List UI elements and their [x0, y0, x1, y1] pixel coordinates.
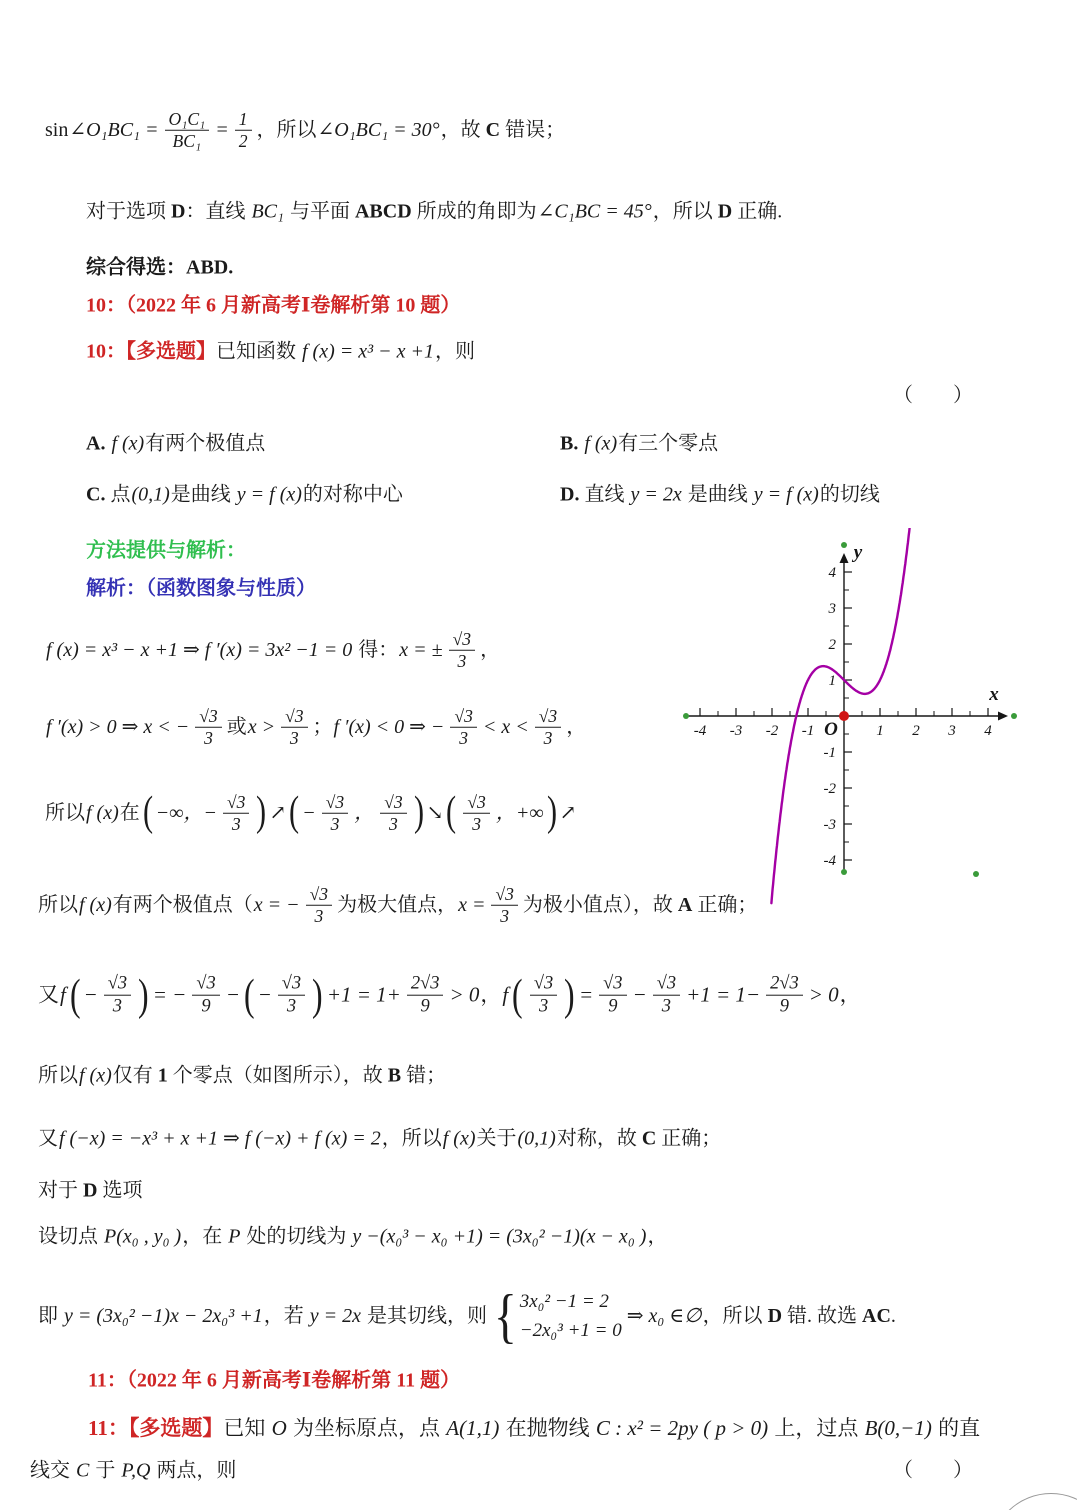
text-run: f (x) — [584, 432, 618, 455]
fraction-denominator: 3 — [112, 995, 122, 1016]
y-tick-label: 3 — [828, 601, 836, 617]
fraction-denominator: BC₁ — [172, 130, 202, 151]
text-run: 的切线 — [819, 483, 880, 506]
text-run: D — [83, 1179, 98, 1202]
text-run: 错. 故选 — [782, 1304, 863, 1327]
line-zero-conclusion — [38, 1064, 446, 1089]
fraction — [223, 792, 249, 835]
text-run: 即 — [38, 1304, 63, 1327]
axis-endpoint-dot — [841, 869, 847, 875]
x-tick-label: 1 — [876, 723, 884, 739]
text-run: C : x² = 2py ( p > 0) — [595, 1415, 769, 1440]
parenthesized-group — [287, 789, 425, 836]
function-graph — [672, 528, 1022, 906]
text-run: 线交 — [30, 1459, 75, 1482]
text-run: 解析：（函数图象与性质） — [86, 577, 316, 600]
text-run: 是其切线，则 — [361, 1304, 487, 1327]
system-equation: −2x₀³ +1 = 0 — [519, 1319, 622, 1341]
text-run: ，所以 — [381, 1127, 442, 1150]
text-run: 综合得选： — [86, 256, 186, 279]
text-run: 是曲线 — [170, 483, 236, 506]
fraction-numerator: √3 — [281, 706, 307, 728]
text-run: A(1,1) — [446, 1415, 500, 1440]
text-run: = — [578, 982, 594, 1007]
fraction — [463, 792, 489, 835]
text-run: 正确； — [692, 893, 758, 916]
text-run: D. — [560, 483, 585, 506]
text-run: 1 — [157, 1064, 168, 1087]
text-run: x > — [247, 715, 276, 738]
text-run: A — [677, 893, 693, 916]
text-run: 是曲线 — [682, 483, 753, 506]
text-run: B — [387, 1064, 402, 1087]
x-tick-label: 4 — [984, 723, 992, 739]
line-q11-source — [88, 1369, 460, 1394]
text-run: BC₁ — [251, 200, 284, 223]
fraction-numerator: √3 — [306, 884, 332, 906]
text-run: B. — [560, 432, 584, 455]
left-paren: ( — [512, 970, 523, 1020]
fraction — [599, 973, 626, 1018]
text-run: f ′(x) > 0 ⇒ x < − — [46, 715, 190, 738]
fraction — [407, 973, 444, 1018]
x-axis-label: x — [989, 684, 999, 705]
axis-endpoint-dot — [841, 542, 847, 548]
text-run: −∞，− — [155, 801, 218, 824]
text-run: 两点，则 — [151, 1459, 237, 1482]
text-run: > 0 — [449, 982, 480, 1007]
x-tick-label: 3 — [948, 723, 956, 739]
fraction-denominator: 3 — [289, 727, 299, 748]
x-axis-arrowhead — [998, 712, 1008, 721]
x-tick-label: -3 — [729, 723, 743, 739]
y-axis-label: y — [853, 542, 863, 563]
fraction-denominator: 3 — [472, 813, 482, 834]
y-tick-label: -1 — [823, 745, 836, 761]
left-paren: ( — [243, 970, 255, 1020]
text-run: − — [257, 982, 272, 1007]
text-run: AC — [862, 1304, 891, 1327]
fraction-denominator: 9 — [420, 995, 430, 1016]
text-run: 已知 — [223, 1415, 271, 1440]
text-run: − — [632, 982, 647, 1007]
system-rows — [520, 1290, 622, 1343]
text-run: y = (3x₀² −1)x − 2x₀³ +1 — [64, 1304, 263, 1327]
text-run: 在抛物线 — [500, 1415, 595, 1440]
text-run: A. — [86, 432, 111, 455]
text-run: 又 — [38, 982, 59, 1007]
line-monotonic-intervals — [45, 789, 577, 836]
text-run: ，则 — [435, 340, 475, 363]
text-run: 有三个零点 — [618, 432, 719, 455]
fraction-denominator: 3 — [330, 813, 340, 834]
text-run: f (x) = x³ − x +1 — [302, 340, 434, 363]
fraction-denominator: 3 — [457, 650, 467, 671]
parenthesized-group — [68, 970, 151, 1020]
text-run: sin — [45, 118, 69, 141]
equation-system — [491, 1283, 622, 1349]
fraction — [281, 706, 307, 749]
text-run: < x < — [482, 715, 529, 738]
y-tick-label: 1 — [828, 673, 836, 689]
left-paren: ( — [289, 789, 300, 836]
text-run: 在 — [119, 801, 140, 824]
fraction-numerator: √3 — [195, 706, 221, 728]
fraction-denominator: 3 — [459, 727, 469, 748]
text-run: 有两个极值点（ — [112, 893, 253, 916]
line-monotonic-conditions — [45, 706, 586, 749]
text-run: 的对称中心 — [302, 483, 403, 506]
text-run: (0,1) — [131, 483, 170, 506]
text-run: ↗ — [269, 801, 287, 824]
fraction-numerator: 2√3 — [766, 973, 803, 996]
text-run: x = − — [253, 893, 300, 916]
text-run: C — [76, 1459, 90, 1482]
text-run: O — [271, 1415, 287, 1440]
fraction-numerator: √3 — [535, 706, 561, 728]
origin-dot — [839, 711, 849, 721]
text-run: 对于 — [38, 1179, 83, 1202]
fraction — [306, 884, 332, 927]
right-paren: ) — [256, 789, 267, 836]
text-run: 设切点 — [38, 1225, 103, 1248]
text-run: 错； — [401, 1064, 447, 1087]
text-run: ， — [480, 982, 502, 1007]
text-run: ，所以 — [256, 118, 317, 141]
text-run: > 0 — [808, 982, 839, 1007]
text-run: 个零点（如图所示），故 — [167, 1064, 388, 1087]
text-run: ∠O₁BC₁ = 30° — [317, 118, 440, 141]
text-run: ⇒ x₀ ∈∅ — [626, 1304, 702, 1327]
line-derivative — [45, 629, 500, 672]
text-run: 所成的角即为 — [411, 200, 537, 223]
fraction — [195, 706, 221, 749]
fraction-numerator: √3 — [223, 792, 249, 814]
text-run: 所以 — [45, 801, 85, 824]
text-run: +1 = 1− — [686, 982, 761, 1007]
line-method-header — [86, 539, 246, 564]
text-run: 11：（2022 年 6 月新高考Ⅰ卷解析第 11 题） — [88, 1369, 461, 1392]
line-option-d-analysis — [86, 200, 782, 225]
text-run: +1 = 1+ — [326, 982, 401, 1007]
text-run: f (x) — [111, 432, 145, 455]
fraction-numerator: √3 — [192, 973, 219, 996]
text-run: 关于 — [476, 1127, 517, 1150]
right-paren: ) — [546, 789, 557, 836]
line-extremum-conclusion — [38, 884, 757, 927]
parenthesized-group — [141, 789, 269, 836]
fraction — [766, 973, 803, 1018]
y-tick-label: -3 — [823, 817, 836, 833]
left-paren: ( — [142, 789, 153, 836]
fraction — [235, 109, 252, 152]
line-q11-stem — [88, 1415, 980, 1441]
fraction — [192, 973, 219, 1018]
fraction — [278, 973, 305, 1018]
text-run: 为极小值点），故 — [522, 893, 678, 916]
text-run: ↗ — [559, 801, 577, 824]
right-paren: ) — [564, 970, 575, 1020]
text-run: ，在 — [182, 1225, 228, 1248]
text-run: 仅有 — [112, 1064, 158, 1087]
line-analysis-header — [86, 577, 316, 602]
text-run: ，所以 — [702, 1304, 768, 1327]
text-run: P,Q — [121, 1459, 151, 1482]
text-run: − — [83, 982, 98, 1007]
fraction-denominator: 3 — [500, 905, 510, 926]
line-extremum-values — [38, 970, 861, 1020]
fraction — [165, 109, 210, 152]
text-run: C — [485, 118, 501, 141]
text-run: ， — [839, 982, 861, 1007]
text-run: 直线 — [584, 483, 630, 506]
text-run: y = 2x — [309, 1304, 361, 1327]
option-c — [86, 483, 403, 508]
fraction-denominator: 3 — [543, 727, 553, 748]
text-run: ，所以 — [652, 200, 718, 223]
text-run: 上，过点 — [769, 1415, 864, 1440]
text-run: D — [171, 200, 186, 223]
fraction-denominator: 3 — [538, 995, 549, 1016]
text-run: 11：【多选题】 — [88, 1415, 224, 1440]
text-run: 为坐标原点，点 — [287, 1415, 446, 1440]
fraction-denominator: 3 — [389, 813, 398, 834]
line-sin-angle-formula — [45, 109, 565, 152]
right-paren: ) — [413, 789, 424, 836]
text-run: y = f (x) — [236, 483, 302, 506]
y-tick-label: -2 — [823, 781, 836, 797]
text-run: f (x) = x³ − x +1 ⇒ f ′(x) = 3x² −1 = 0 — [46, 638, 353, 661]
text-run: y −(x₀³ − x₀ +1) = (3x₀² −1)(x − x₀ ) — [352, 1225, 647, 1248]
line-tangent-system — [38, 1283, 896, 1349]
axis-endpoint-dot — [683, 713, 689, 719]
right-paren: ) — [138, 970, 149, 1020]
fraction-numerator: √3 — [491, 884, 517, 906]
text-run: 得： — [353, 638, 399, 661]
q11-answer-brackets — [893, 1459, 973, 1484]
text-run: 错误； — [500, 118, 566, 141]
fraction — [535, 706, 561, 749]
text-run: ↘ — [426, 801, 444, 824]
text-run: 所以 — [38, 893, 78, 916]
text-run: f (x) — [79, 893, 112, 916]
fraction-numerator: 2√3 — [407, 973, 444, 996]
fraction-numerator: O₁C₁ — [165, 109, 210, 131]
fraction-denominator: 3 — [204, 727, 213, 748]
text-run: 于 — [90, 1459, 121, 1482]
option-d — [560, 483, 880, 508]
fraction — [450, 706, 476, 749]
fraction — [530, 973, 557, 1018]
fraction — [380, 792, 406, 835]
text-run: P(x₀ , y₀ ) — [104, 1225, 182, 1248]
text-run: f (x) — [442, 1127, 476, 1150]
y-tick-label: -4 — [823, 853, 836, 869]
line-q11-stem-2 — [30, 1459, 236, 1484]
system-brace: { — [493, 1283, 517, 1349]
text-run: 点 — [110, 483, 131, 506]
text-run: = — [215, 118, 229, 141]
text-run: B(0,−1) — [864, 1415, 932, 1440]
right-paren: ) — [312, 970, 323, 1020]
text-run: f — [502, 982, 509, 1007]
y-axis-arrowhead — [840, 553, 849, 563]
fraction-denominator: 3 — [286, 995, 297, 1016]
fraction-numerator: √3 — [450, 706, 476, 728]
y-tick-label: 2 — [828, 637, 836, 653]
text-run: D — [767, 1304, 783, 1327]
text-run: （ ） — [893, 1459, 973, 1482]
text-run: ， — [354, 801, 375, 824]
parenthesized-group — [444, 789, 558, 836]
x-tick-label: -1 — [801, 723, 815, 739]
x-tick-label: 2 — [912, 723, 920, 739]
text-run: ， — [480, 638, 501, 661]
text-run: 选项 — [97, 1179, 143, 1202]
text-run: C — [641, 1127, 657, 1150]
text-run: − — [302, 801, 316, 824]
text-run: f — [60, 982, 66, 1007]
fraction-denominator: 3 — [231, 813, 241, 834]
fraction — [653, 973, 680, 1018]
text-run: ； — [312, 715, 333, 738]
text-run: 正确； — [656, 1127, 722, 1150]
text-run: 又 — [38, 1127, 58, 1150]
line-option-d-header — [38, 1179, 142, 1204]
text-run: 对于选项 — [86, 200, 171, 223]
text-run: 10：【多选题】 — [86, 340, 216, 363]
text-run: P — [228, 1225, 241, 1248]
fraction-numerator: √3 — [530, 973, 557, 996]
fraction — [449, 629, 475, 672]
text-run: 所以 — [38, 1064, 78, 1087]
text-run: f (−x) = −x³ + x +1 ⇒ f (−x) + f (x) = 2 — [59, 1127, 381, 1150]
text-run: （ ） — [893, 384, 973, 407]
option-b — [560, 432, 718, 457]
line-conclusion-abd — [86, 256, 233, 281]
text-run: ABCD — [354, 200, 412, 223]
x-tick-label: -2 — [765, 723, 779, 739]
fraction-numerator: 1 — [235, 109, 252, 131]
text-run: C. — [86, 483, 111, 506]
axis-endpoint-dot — [1011, 713, 1017, 719]
text-run: D — [717, 200, 733, 223]
fraction-numerator: √3 — [653, 973, 680, 996]
fraction-numerator: √3 — [449, 629, 475, 651]
text-run: 已知函数 — [216, 340, 301, 363]
text-run: f ′(x) < 0 ⇒ − — [333, 715, 445, 738]
text-run: 方法提供与解析： — [86, 539, 246, 562]
fraction-denominator: 3 — [661, 995, 671, 1016]
left-paren: ( — [69, 970, 81, 1020]
text-run: ：直线 — [185, 200, 251, 223]
fraction-denominator: 2 — [238, 130, 248, 151]
fraction-denominator: 9 — [779, 995, 789, 1016]
parenthesized-group — [510, 970, 577, 1020]
text-run: 处的切线为 — [241, 1225, 352, 1248]
x-tick-label: -4 — [693, 723, 707, 739]
fraction — [491, 884, 517, 927]
fraction-denominator: 9 — [201, 995, 211, 1016]
fraction-numerator: √3 — [463, 792, 489, 814]
option-a — [86, 432, 265, 457]
system-equation: 3x₀² −1 = 2 — [519, 1290, 609, 1312]
text-run: ∠C₁BC = 45° — [537, 200, 652, 223]
text-run: f (x) — [79, 1064, 112, 1087]
text-run: 正确. — [732, 200, 783, 223]
text-run: x = ± — [399, 638, 443, 661]
parenthesized-group — [242, 970, 325, 1020]
line-symmetry-conclusion — [38, 1127, 721, 1152]
left-paren: ( — [446, 789, 457, 836]
fraction — [104, 973, 131, 1018]
text-run: ， — [566, 715, 587, 738]
text-run: 的直 — [932, 1415, 981, 1440]
fraction-numerator: √3 — [104, 973, 131, 996]
text-run: 有两个极值点 — [145, 432, 266, 455]
text-run: x = — [458, 893, 486, 916]
text-run: 与平面 — [284, 200, 355, 223]
text-run: ABD. — [186, 256, 234, 279]
text-run: 10：（2022 年 6 月新高考Ⅰ卷解析第 10 题） — [86, 294, 461, 317]
fraction-numerator: √3 — [599, 973, 626, 996]
page-corner-arc — [990, 1493, 1077, 1510]
fraction-denominator: 9 — [608, 995, 618, 1016]
text-run: − — [225, 982, 240, 1007]
line-q10-stem — [86, 340, 475, 365]
fraction-denominator: 3 — [314, 905, 324, 926]
fraction-numerator: √3 — [322, 792, 348, 814]
text-run: ，若 — [263, 1304, 309, 1327]
line-q10-source — [86, 294, 460, 319]
y-tick-label: 4 — [828, 565, 836, 581]
text-run: = − — [152, 982, 187, 1007]
text-run: 或 — [226, 715, 247, 738]
text-run: 为极大值点， — [337, 893, 458, 916]
q10-answer-brackets — [893, 384, 973, 409]
line-tangent-setup — [38, 1225, 667, 1250]
text-run: ∠O₁BC₁ = — [69, 118, 159, 141]
text-run: . — [890, 1304, 896, 1327]
text-run: (0,1) — [517, 1127, 556, 1150]
axis-endpoint-dot — [973, 871, 979, 877]
origin-label: O — [824, 719, 838, 740]
text-run: ，+∞ — [495, 801, 544, 824]
text-run: y = 2x — [630, 483, 682, 506]
fraction-numerator: √3 — [380, 792, 406, 814]
text-run: y = f (x) — [753, 483, 819, 506]
text-run: ， — [647, 1225, 668, 1248]
text-run: 对称，故 — [556, 1127, 642, 1150]
fraction — [322, 792, 348, 835]
text-run: f (x) — [86, 801, 119, 824]
fraction-numerator: √3 — [278, 973, 305, 996]
text-run: ，故 — [440, 118, 486, 141]
